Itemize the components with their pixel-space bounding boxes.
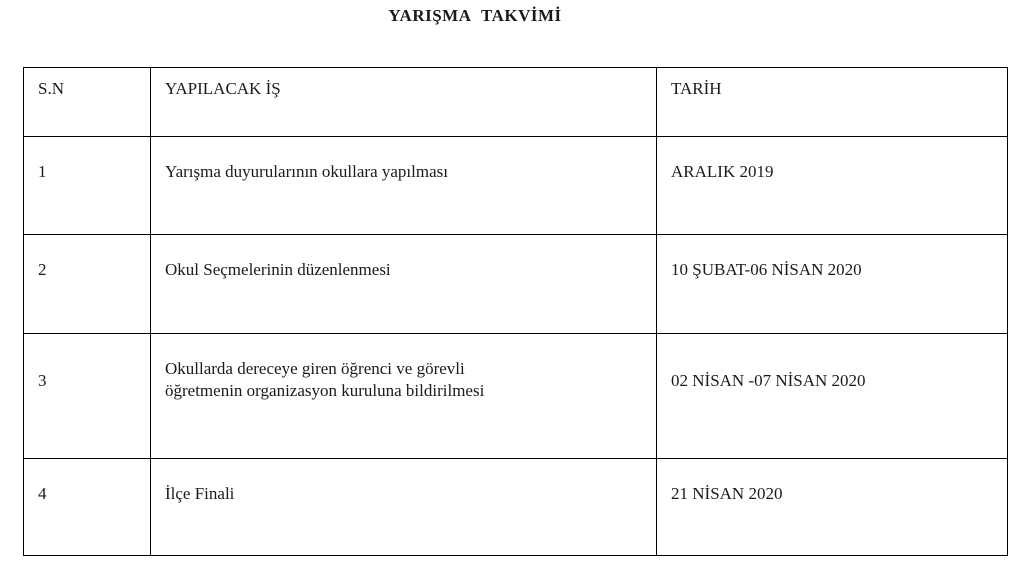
row-sn: 1: [24, 137, 151, 235]
row-sn: 4: [24, 459, 151, 556]
header-sn: S.N: [24, 68, 151, 137]
row-task: [151, 459, 657, 556]
row-date: ARALIK 2019: [657, 137, 1008, 235]
document-title: YARIŞMA TAKVİMİ: [388, 6, 562, 25]
row-task-line: Okullarda dereceye giren öğrenci ve görevli: [165, 359, 465, 378]
row-task-line: öğretmenin organizasyon kuruluna bildirilmesi: [165, 381, 485, 400]
row-task-line: İlçe Finali: [165, 484, 235, 503]
table-row: [24, 137, 1008, 235]
row-task: [151, 235, 657, 334]
table-row: [24, 459, 1008, 556]
row-task: [151, 137, 657, 235]
header-task: YAPILACAK İŞ: [151, 68, 657, 137]
row-sn: 2: [24, 235, 151, 334]
row-task-line: Yarışma duyurularının okullara yapılması: [165, 162, 448, 181]
table-row: [24, 334, 1008, 459]
header-date: TARİH: [657, 68, 1008, 137]
row-task: [151, 334, 657, 459]
row-date: 21 NİSAN 2020: [657, 459, 1008, 556]
table-header-row: [24, 68, 1008, 137]
table-row: [24, 235, 1008, 334]
schedule-table: [23, 67, 1008, 556]
row-sn: 3: [24, 334, 151, 459]
row-task-line: Okul Seçmelerinin düzenlenmesi: [165, 260, 391, 279]
row-date: 10 ŞUBAT-06 NİSAN 2020: [657, 235, 1008, 334]
row-date: 02 NİSAN -07 NİSAN 2020: [657, 334, 1008, 459]
